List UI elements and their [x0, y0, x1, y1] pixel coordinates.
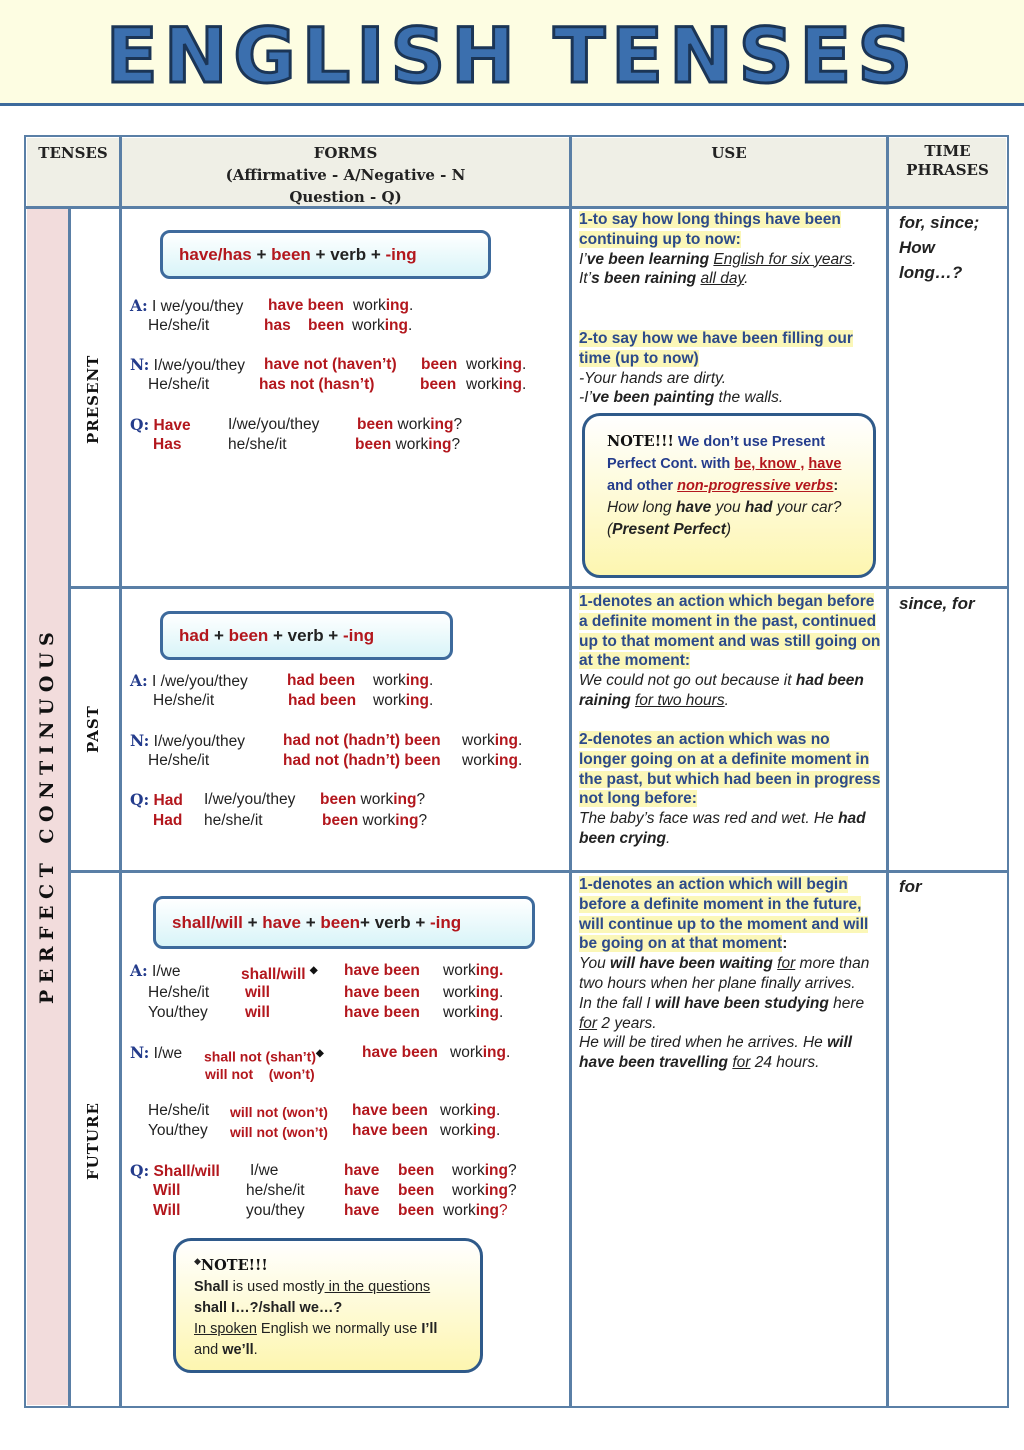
- future-affirmative-3-verb: working.: [443, 1004, 504, 1021]
- present-negative-1: N: I/we/you/they: [130, 355, 245, 374]
- future-negative-3-aux2: have been: [352, 1122, 428, 1139]
- title-banner: [0, 0, 1024, 106]
- table-divider: [119, 135, 122, 1406]
- future-affirmative-1: A: I/we: [130, 961, 181, 980]
- future-negative-2-aux2: have been: [352, 1102, 428, 1119]
- present-affirmative-1: A: I we/you/they: [130, 296, 244, 315]
- future-affirmative-3-aux2: have been: [344, 1004, 420, 1021]
- present-label: PRESENT: [84, 354, 102, 444]
- past-time-phrases: since, for: [899, 594, 975, 613]
- future-question-3: Will: [153, 1202, 181, 1219]
- future-note: ◆NOTE!!! Shall is used mostly in the questions shall I…?/shall we…? In spoken English we normally use I’ll and we’ll.: [173, 1238, 483, 1373]
- past-question-1-verb: been working?: [320, 791, 426, 808]
- past-negative-1-aux: had not (hadn’t) been: [283, 732, 441, 749]
- future-negative-2: He/she/it: [148, 1102, 210, 1119]
- future-question-3-subject: you/they: [246, 1202, 305, 1219]
- present-affirmative-2-aux1: has: [264, 317, 291, 334]
- past-use-1: 1-denotes an action which began before a definite moment in the past, continued up to that moment and was still going on at the moment: We could not go out because it had been raining for two hours.: [579, 593, 881, 709]
- table-divider: [69, 586, 1009, 589]
- future-time-phrases: for: [899, 877, 922, 896]
- past-affirmative-1: A: I /we/you/they: [130, 671, 248, 690]
- future-negative-1-aux1b: will not (won’t): [205, 1066, 315, 1082]
- past-affirmative-1-aux: had been: [287, 672, 356, 689]
- present-negative-2-verb: working.: [466, 376, 527, 393]
- future-use-1: 1-denotes an action which will begin before a definite moment in the future, will continue up to the moment and will be going on at that moment: You will have been waiting for more than two hours when her plane finally arrives. In the fall I will have been studying here for 2 years. He will be tired when he arrives. He will have been travelling for 24 hours.: [579, 876, 870, 1072]
- present-negative-1-aux2: been: [421, 356, 458, 373]
- present-question-1-subject: I/we/you/they: [228, 416, 320, 433]
- future-negative-2-verb: working.: [440, 1102, 501, 1119]
- present-question-1-verb: been working?: [357, 416, 463, 433]
- future-formula: shall/will + have + been + verb + -ing: [153, 896, 535, 949]
- future-negative-3-aux1: will not (won’t): [230, 1124, 328, 1140]
- future-affirmative-3-aux1: will: [245, 1004, 270, 1021]
- present-negative-2-aux2: been: [420, 376, 457, 393]
- past-negative-1-verb: working.: [462, 732, 523, 749]
- future-negative-1: N: I/we: [130, 1043, 183, 1062]
- past-affirmative-2-verb: working.: [373, 692, 434, 709]
- present-question-1: Q: Have: [130, 415, 191, 434]
- past-question-1: Q: Had: [130, 790, 183, 809]
- present-affirmative-2-aux2: been: [308, 317, 345, 334]
- present-question-2-verb: been working?: [355, 436, 461, 453]
- present-affirmative-1-aux: have been: [268, 297, 344, 314]
- present-note: NOTE!!! We don’t use Present Perfect Cont. with be, know , have and other non-progressive verbs: How long have you had your car? (Present Perfect): [582, 413, 876, 578]
- past-formula: had + been + verb + -ing: [160, 611, 453, 660]
- future-question-2-have: have: [344, 1182, 380, 1199]
- table-divider: [68, 206, 71, 1406]
- future-question-1-have: have: [344, 1162, 380, 1179]
- present-use-1: 1-to say how long things have been continuing up to now: I’ve been learning English for six years. It’s been raining all day.: [579, 211, 857, 288]
- header-forms: FORMS (Affirmative - A/Negative - N Question - Q): [225, 144, 466, 206]
- future-question-2: Will: [153, 1182, 181, 1199]
- present-affirmative-1-verb: working.: [353, 297, 414, 314]
- past-affirmative-2: He/she/it: [153, 692, 215, 709]
- future-affirmative-2-aux2: have been: [344, 984, 420, 1001]
- past-negative-1: N: I/we/you/they: [130, 731, 245, 750]
- present-negative-1-aux1: have not (haven’t): [264, 356, 397, 373]
- future-negative-3-verb: working.: [440, 1122, 501, 1139]
- future-affirmative-2-aux1: will: [245, 984, 270, 1001]
- past-affirmative-2-aux: had been: [288, 692, 357, 709]
- present-negative-1-verb: working.: [466, 356, 527, 373]
- present-affirmative-2: He/she/it: [148, 317, 210, 334]
- future-affirmative-2-verb: working.: [443, 984, 504, 1001]
- past-use-2: 2-denotes an action which was no longer going on at a definite moment in the past, but which had been in progress not long before: The baby’s face was red and wet. He had been crying.: [579, 731, 881, 847]
- past-affirmative-1-verb: working.: [373, 672, 434, 689]
- past-negative-2-verb: working.: [462, 752, 523, 769]
- header-time-phrases: TIME PHRASES: [906, 142, 989, 179]
- future-question-3-have: have: [344, 1202, 380, 1219]
- future-question-1-verb: working?: [452, 1162, 517, 1179]
- past-question-2-verb: been working?: [322, 812, 428, 829]
- future-question-1: Q: Shall/will: [130, 1161, 220, 1180]
- future-label: FUTURE: [84, 1102, 102, 1180]
- future-negative-3: You/they: [148, 1122, 208, 1139]
- future-negative-1-verb: working.: [450, 1044, 511, 1061]
- present-use-2: 2-to say how we have been filling our time (up to now) -Your hands are dirty. -I’ve been painting the walls.: [579, 330, 853, 407]
- future-question-3-verb: working?: [443, 1202, 508, 1219]
- present-formula: have/has + been + verb + -ing: [160, 230, 491, 279]
- future-question-1-been: been: [398, 1162, 435, 1179]
- future-negative-1-aux2: have been: [362, 1044, 438, 1061]
- future-affirmative-1-verb: working.: [443, 962, 504, 979]
- future-question-2-verb: working?: [452, 1182, 517, 1199]
- future-question-3-been: been: [398, 1202, 435, 1219]
- past-question-1-subject: I/we/you/they: [204, 791, 296, 808]
- group-label: PERFECT CONTINUOUS: [36, 625, 58, 1004]
- present-negative-2-aux1: has not (hasn’t): [259, 376, 375, 393]
- table-divider: [69, 870, 1009, 873]
- future-negative-1-aux1: shall not (shan’t)◆: [204, 1048, 324, 1065]
- present-affirmative-2-verb: working.: [352, 317, 413, 334]
- present-negative-2: He/she/it: [148, 376, 210, 393]
- future-affirmative-3: You/they: [148, 1004, 208, 1021]
- present-time-phrases: for, since; How long…?: [899, 213, 980, 282]
- past-question-2: Had: [153, 812, 183, 829]
- header-tenses: TENSES: [38, 144, 108, 162]
- present-question-2-subject: he/she/it: [228, 436, 287, 453]
- future-affirmative-1-aux2: have been: [344, 962, 420, 979]
- past-label: PAST: [84, 705, 102, 753]
- past-negative-2-aux: had not (hadn’t) been: [283, 752, 441, 769]
- table-divider: [886, 135, 889, 1406]
- future-question-2-been: been: [398, 1182, 435, 1199]
- future-question-2-subject: he/she/it: [246, 1182, 305, 1199]
- future-negative-2-aux1: will not (won’t): [230, 1104, 328, 1120]
- present-question-2: Has: [153, 436, 182, 453]
- table-divider: [569, 135, 572, 1406]
- future-question-1-subject: I/we: [250, 1162, 279, 1179]
- past-question-2-subject: he/she/it: [204, 812, 263, 829]
- past-negative-2: He/she/it: [148, 752, 210, 769]
- page-title: ENGLISH TENSES: [105, 11, 919, 100]
- header-use: USE: [711, 144, 747, 162]
- future-affirmative-1-aux1: shall/will ◆: [241, 965, 318, 984]
- future-affirmative-2: He/she/it: [148, 984, 210, 1001]
